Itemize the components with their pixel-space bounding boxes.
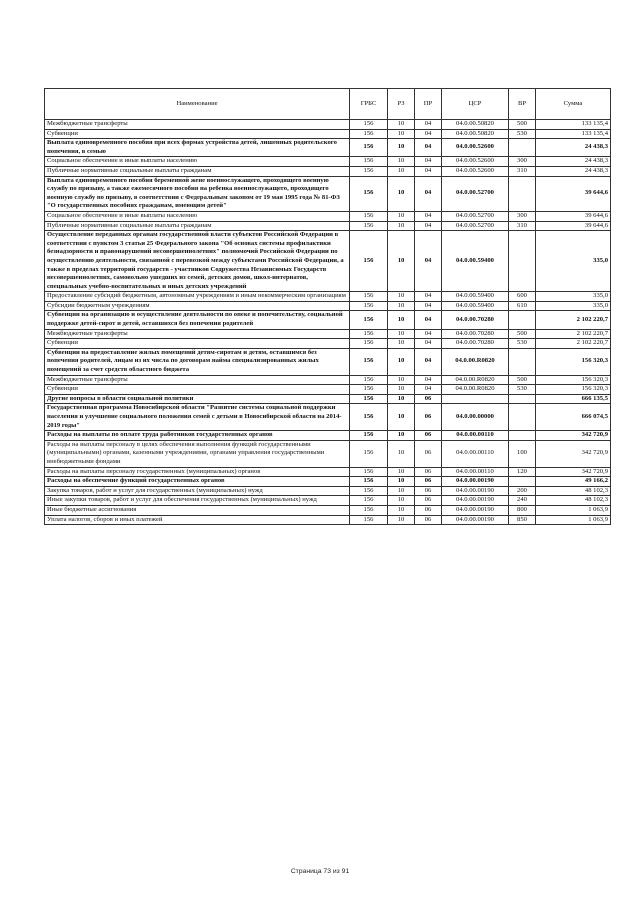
cell-pr: 04: [415, 329, 442, 339]
table-row: [45, 404, 611, 431]
cell-vr: [509, 394, 536, 404]
cell-rz: 10: [388, 120, 415, 130]
table-row: [45, 431, 611, 441]
cell-vr: 300: [509, 211, 536, 221]
cell-name: Межбюджетные трансферты: [45, 329, 350, 339]
cell-rz: 10: [388, 329, 415, 339]
cell-rz: 10: [388, 440, 415, 467]
cell-name: Межбюджетные трансферты: [45, 120, 350, 130]
cell-csr: 04.0.00.50820: [442, 129, 509, 139]
cell-pr: 04: [415, 120, 442, 130]
cell-name: Субвенции на предоставление жилых помещений детям-сиротам и детям, оставшимся без попечения родителей, лицам из их числа по договорам найма специализированных жилых помещений за счет средств областного бюджета: [45, 348, 350, 375]
cell-rz: 10: [388, 311, 415, 329]
cell-vr: 600: [509, 292, 536, 302]
cell-pr: 04: [415, 292, 442, 302]
cell-csr: 04.0.00.70280: [442, 311, 509, 329]
cell-csr: 04.0.00.00110: [442, 467, 509, 477]
cell-vr: [509, 139, 536, 157]
cell-pr: 04: [415, 348, 442, 375]
cell-vr: 500: [509, 120, 536, 130]
cell-csr: 04.0.00.R0820: [442, 375, 509, 385]
cell-sum: 156 320,3: [536, 348, 611, 375]
cell-vr: 800: [509, 505, 536, 515]
cell-rz: 10: [388, 348, 415, 375]
cell-pr: 06: [415, 440, 442, 467]
cell-sum: 666 135,5: [536, 394, 611, 404]
cell-vr: [509, 404, 536, 431]
cell-vr: 850: [509, 515, 536, 525]
cell-vr: 200: [509, 486, 536, 496]
cell-sum: 2 102 220,7: [536, 329, 611, 339]
cell-sum: 335,0: [536, 231, 611, 292]
cell-rz: 10: [388, 211, 415, 221]
table-row: [45, 166, 611, 176]
cell-pr: 04: [415, 157, 442, 167]
header-pr: ПР: [415, 89, 442, 120]
cell-sum: 342 720,9: [536, 467, 611, 477]
cell-vr: 300: [509, 157, 536, 167]
cell-vr: 500: [509, 329, 536, 339]
cell-csr: 04.0.00.70280: [442, 339, 509, 349]
cell-grbs: 156: [350, 394, 388, 404]
cell-pr: 04: [415, 231, 442, 292]
cell-csr: 04.0.00.00110: [442, 440, 509, 467]
cell-grbs: 156: [350, 301, 388, 311]
table-row: [45, 496, 611, 506]
cell-pr: 06: [415, 477, 442, 487]
cell-name: Расходы на обеспечение функций государственных органов: [45, 477, 350, 487]
cell-pr: 04: [415, 139, 442, 157]
cell-vr: 530: [509, 129, 536, 139]
table-row: [45, 477, 611, 487]
cell-sum: 1 063,9: [536, 505, 611, 515]
cell-csr: 04.0.00.52700: [442, 211, 509, 221]
cell-pr: 06: [415, 431, 442, 441]
table-row: [45, 339, 611, 349]
cell-sum: 24 438,3: [536, 139, 611, 157]
cell-pr: 04: [415, 339, 442, 349]
table-row: [45, 329, 611, 339]
cell-csr: 04.0.00.00190: [442, 486, 509, 496]
cell-sum: 2 102 220,7: [536, 339, 611, 349]
cell-grbs: 156: [350, 129, 388, 139]
cell-csr: 04.0.00.00110: [442, 431, 509, 441]
cell-grbs: 156: [350, 139, 388, 157]
cell-vr: [509, 431, 536, 441]
cell-pr: 06: [415, 404, 442, 431]
cell-name: Предоставление субсидий бюджетным, автономным учреждениям и иным некоммерческим организациям: [45, 292, 350, 302]
cell-pr: 04: [415, 211, 442, 221]
header-name: Наименование: [45, 89, 350, 120]
cell-sum: 2 102 220,7: [536, 311, 611, 329]
cell-sum: 342 720,9: [536, 431, 611, 441]
cell-name: Государственная программа Новосибирской области "Развитие системы социальной поддержки населения и улучшение социального положения семей с детьми в Новосибирской области на 2014-2019 годы": [45, 404, 350, 431]
cell-name: Субвенции: [45, 385, 350, 395]
table-row: [45, 211, 611, 221]
cell-csr: 04.0.00.00190: [442, 477, 509, 487]
header-sum: Сумма: [536, 89, 611, 120]
table-row: [45, 176, 611, 211]
table-row: [45, 348, 611, 375]
cell-rz: 10: [388, 467, 415, 477]
cell-name: Социальное обеспечение и иные выплаты населению: [45, 157, 350, 167]
table-row: [45, 486, 611, 496]
cell-rz: 10: [388, 496, 415, 506]
cell-csr: 04.0.00.52600: [442, 166, 509, 176]
cell-pr: 06: [415, 467, 442, 477]
cell-pr: 06: [415, 505, 442, 515]
cell-name: Социальное обеспечение и иные выплаты населению: [45, 211, 350, 221]
table-row: [45, 292, 611, 302]
cell-grbs: 156: [350, 477, 388, 487]
table-row: [45, 505, 611, 515]
cell-grbs: 156: [350, 231, 388, 292]
cell-sum: 335,0: [536, 301, 611, 311]
cell-rz: 10: [388, 431, 415, 441]
cell-grbs: 156: [350, 329, 388, 339]
cell-grbs: 156: [350, 385, 388, 395]
cell-grbs: 156: [350, 348, 388, 375]
cell-sum: 49 166,2: [536, 477, 611, 487]
cell-rz: 10: [388, 375, 415, 385]
cell-csr: 04.0.00.59400: [442, 292, 509, 302]
cell-vr: [509, 231, 536, 292]
cell-vr: [509, 176, 536, 211]
cell-rz: 10: [388, 129, 415, 139]
cell-vr: 310: [509, 221, 536, 231]
cell-name: Иные закупки товаров, работ и услуг для обеспечения государственных (муниципальных) нужд: [45, 496, 350, 506]
cell-vr: 100: [509, 440, 536, 467]
table-row: [45, 394, 611, 404]
cell-csr: 04.0.00.00190: [442, 515, 509, 525]
cell-name: Выплата единовременного пособия при всех формах устройства детей, лишенных родительского попечения, в семью: [45, 139, 350, 157]
table-row: [45, 311, 611, 329]
cell-rz: 10: [388, 477, 415, 487]
cell-sum: 342 720,9: [536, 440, 611, 467]
cell-sum: 156 320,3: [536, 375, 611, 385]
cell-csr: 04.0.00.52700: [442, 176, 509, 211]
cell-rz: 10: [388, 404, 415, 431]
cell-rz: 10: [388, 486, 415, 496]
cell-csr: 04.0.00.00000: [442, 404, 509, 431]
cell-name: Публичные нормативные социальные выплаты гражданам: [45, 166, 350, 176]
page-number: Страница 73 из 91: [290, 868, 350, 875]
cell-name: Межбюджетные трансферты: [45, 375, 350, 385]
cell-grbs: 156: [350, 221, 388, 231]
cell-grbs: 156: [350, 496, 388, 506]
cell-rz: 10: [388, 339, 415, 349]
cell-csr: 04.0.00.70280: [442, 329, 509, 339]
table-row: [45, 440, 611, 467]
cell-rz: 10: [388, 139, 415, 157]
cell-grbs: 156: [350, 166, 388, 176]
table-row: [45, 221, 611, 231]
cell-pr: 04: [415, 221, 442, 231]
cell-pr: 04: [415, 166, 442, 176]
cell-sum: 24 438,3: [536, 166, 611, 176]
table-row: [45, 129, 611, 139]
cell-rz: 10: [388, 176, 415, 211]
cell-vr: 500: [509, 375, 536, 385]
cell-grbs: 156: [350, 176, 388, 211]
cell-name: Субсидии бюджетным учреждениям: [45, 301, 350, 311]
cell-vr: 530: [509, 385, 536, 395]
cell-sum: 666 074,5: [536, 404, 611, 431]
cell-sum: 156 320,3: [536, 385, 611, 395]
cell-sum: 24 438,3: [536, 157, 611, 167]
cell-name: Расходы на выплаты персоналу в целях обеспечения выполнения функций государственными (муниципальными) органами, казенными учреждениями, органами управления государственными внебюджетными фондами: [45, 440, 350, 467]
cell-pr: 06: [415, 496, 442, 506]
cell-rz: 10: [388, 394, 415, 404]
header-csr: ЦСР: [442, 89, 509, 120]
cell-csr: 04.0.00.00190: [442, 496, 509, 506]
header-grbs: ГРБС: [350, 89, 388, 120]
cell-grbs: 156: [350, 515, 388, 525]
cell-rz: 10: [388, 221, 415, 231]
cell-grbs: 156: [350, 339, 388, 349]
cell-pr: 04: [415, 311, 442, 329]
table-row: [45, 515, 611, 525]
cell-name: Расходы на выплаты персоналу государственных (муниципальных) органов: [45, 467, 350, 477]
cell-csr: 04.0.00.59400: [442, 301, 509, 311]
cell-rz: 10: [388, 166, 415, 176]
cell-vr: 310: [509, 166, 536, 176]
table-row: [45, 467, 611, 477]
cell-grbs: 156: [350, 467, 388, 477]
cell-name: Субвенции: [45, 129, 350, 139]
cell-pr: 06: [415, 486, 442, 496]
table-header-row: [45, 89, 611, 120]
cell-csr: 04.0.00.00190: [442, 505, 509, 515]
cell-vr: 120: [509, 467, 536, 477]
cell-vr: 240: [509, 496, 536, 506]
cell-pr: 04: [415, 375, 442, 385]
cell-rz: 10: [388, 301, 415, 311]
cell-vr: 530: [509, 339, 536, 349]
cell-vr: 610: [509, 301, 536, 311]
cell-rz: 10: [388, 157, 415, 167]
cell-vr: [509, 311, 536, 329]
cell-grbs: 156: [350, 440, 388, 467]
cell-pr: 06: [415, 394, 442, 404]
cell-name: Осуществление переданных органам государственной власти субъектов Российской Федерации в соответствии с пунктом 3 статьи 25 Федерального закона "Об основах системы профилактики безнадзорности и правонарушений несовершеннолетних" полномочий Российской Федерации по осуществлению деятельности, связанной с перевозкой между субъектами Российской Федерации, а также в пределах территорий государств - участников Содружества Независимых Государств несовершеннолетних, самовольно ушедших из семей, детских домов, школ-интернатов, специальных учебно-воспитательных и иных детских учреждений: [45, 231, 350, 292]
cell-grbs: 156: [350, 311, 388, 329]
cell-sum: 133 135,4: [536, 129, 611, 139]
cell-csr: 04.0.00.50820: [442, 120, 509, 130]
cell-grbs: 156: [350, 505, 388, 515]
cell-csr: 04.0.00.R0820: [442, 348, 509, 375]
cell-name: Субвенции на организацию и осуществление деятельности по опеке и попечительству, социальной поддержке детей-сирот и детей, оставшихся без попечения родителей: [45, 311, 350, 329]
cell-vr: [509, 348, 536, 375]
cell-csr: 04.0.00.R0820: [442, 385, 509, 395]
cell-sum: 133 135,4: [536, 120, 611, 130]
table-row: [45, 231, 611, 292]
table-row: [45, 375, 611, 385]
table-row: [45, 157, 611, 167]
cell-csr: 04.0.00.59400: [442, 231, 509, 292]
table-row: [45, 385, 611, 395]
cell-grbs: 156: [350, 486, 388, 496]
header-vr: ВР: [509, 89, 536, 120]
cell-sum: 48 102,3: [536, 486, 611, 496]
cell-rz: 10: [388, 231, 415, 292]
cell-pr: 04: [415, 301, 442, 311]
cell-rz: 10: [388, 515, 415, 525]
budget-table: [44, 88, 611, 525]
cell-rz: 10: [388, 505, 415, 515]
cell-grbs: 156: [350, 375, 388, 385]
cell-pr: 04: [415, 129, 442, 139]
cell-name: Расходы на выплаты по оплате труда работников государственных органов: [45, 431, 350, 441]
cell-name: Иные бюджетные ассигнования: [45, 505, 350, 515]
cell-name: Уплата налогов, сборов и иных платежей: [45, 515, 350, 525]
cell-pr: 04: [415, 176, 442, 211]
cell-grbs: 156: [350, 404, 388, 431]
cell-name: Закупка товаров, работ и услуг для государственных (муниципальных) нужд: [45, 486, 350, 496]
cell-sum: 39 644,6: [536, 221, 611, 231]
table-row: [45, 120, 611, 130]
cell-sum: 1 063,9: [536, 515, 611, 525]
cell-csr: [442, 394, 509, 404]
cell-grbs: 156: [350, 211, 388, 221]
header-rz: РЗ: [388, 89, 415, 120]
cell-grbs: 156: [350, 431, 388, 441]
cell-name: Публичные нормативные социальные выплаты гражданам: [45, 221, 350, 231]
table-row: [45, 139, 611, 157]
cell-csr: 04.0.00.52700: [442, 221, 509, 231]
cell-rz: 10: [388, 385, 415, 395]
cell-csr: 04.0.00.52600: [442, 157, 509, 167]
cell-rz: 10: [388, 292, 415, 302]
table-row: [45, 301, 611, 311]
cell-csr: 04.0.00.52600: [442, 139, 509, 157]
cell-grbs: 156: [350, 292, 388, 302]
cell-sum: 39 644,6: [536, 211, 611, 221]
cell-sum: 39 644,6: [536, 176, 611, 211]
cell-name: Субвенции: [45, 339, 350, 349]
cell-sum: 335,0: [536, 292, 611, 302]
cell-grbs: 156: [350, 120, 388, 130]
cell-sum: 48 102,3: [536, 496, 611, 506]
cell-pr: 06: [415, 515, 442, 525]
cell-grbs: 156: [350, 157, 388, 167]
cell-name: Выплата единовременного пособия беременной жене военнослужащего, проходящего военную службу по призыву, а также ежемесячного пособия на ребенка военнослужащего, проходящего военную службу по призыву, в соответствии с Федеральным законом от 19 мая 1995 года № 81-ФЗ "О государственных пособиях гражданам, имеющим детей": [45, 176, 350, 211]
table-body: [45, 120, 611, 525]
cell-vr: [509, 477, 536, 487]
cell-pr: 04: [415, 385, 442, 395]
cell-name: Другие вопросы в области социальной политики: [45, 394, 350, 404]
